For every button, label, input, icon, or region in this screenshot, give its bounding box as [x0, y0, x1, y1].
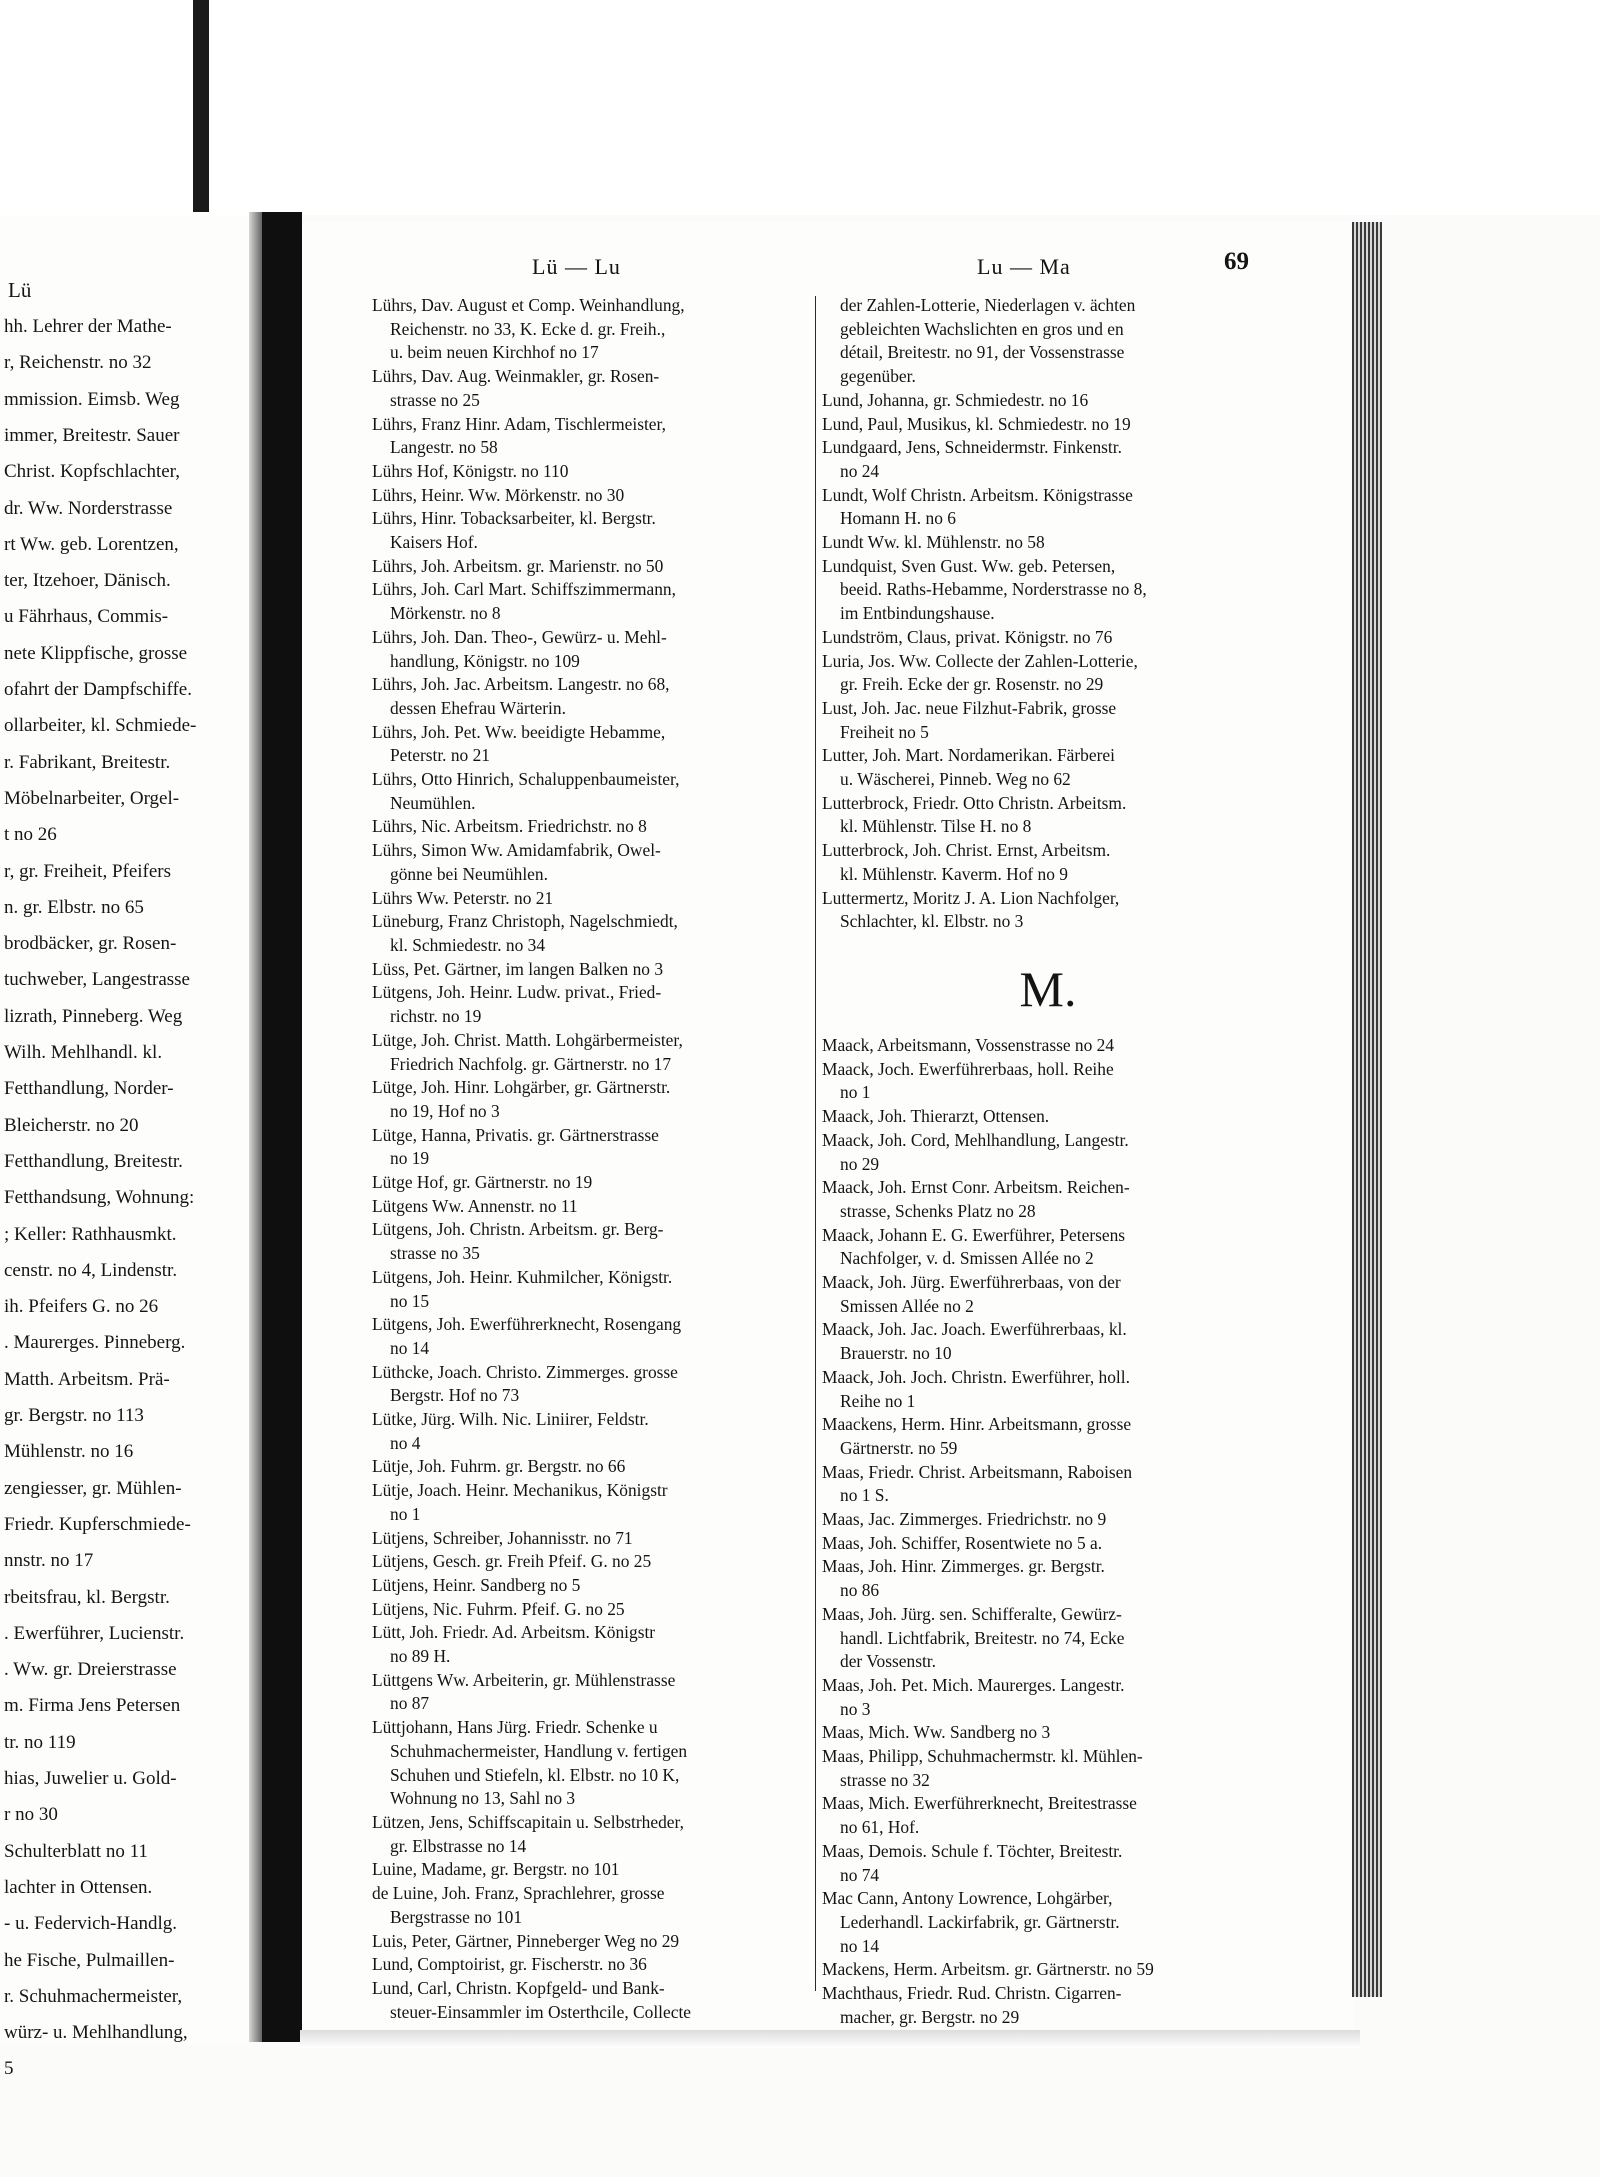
right-column [822, 294, 1274, 2030]
entry-continuation-line: Nachfolger, v. d. Smissen Allée no 2 [840, 1248, 1094, 1269]
left-page-line: lachter in Ottensen. [4, 1876, 153, 1898]
directory-entry [372, 1171, 824, 1195]
left-page-line: ofahrt der Dampfschiffe. [4, 679, 192, 700]
entry-continuation-line: Peterstr. no 21 [390, 745, 490, 766]
left-page-line: nete Klippfische, grosse [4, 642, 188, 664]
entry-continuation-line: Smissen Allée no 2 [840, 1295, 974, 1316]
entry-continuation-line: no 14 [390, 1337, 430, 1358]
entry-continuation-line: Wohnung no 13, Sahl no 3 [390, 1788, 576, 1809]
book-spine [193, 0, 209, 212]
left-page-line: he Fische, Pulmaillen- [4, 1949, 175, 1971]
entry-first-line: Lührs, Joh. Dan. Theo-, Gewürz- u. Mehl- [372, 626, 667, 647]
entry-first-line: Lührs, Heinr. Ww. Mörkenstr. no 30 [372, 484, 625, 505]
directory-entry [822, 1508, 1274, 1532]
entry-continuation-line: gebleichten Wachslichten en gros und en [840, 318, 1124, 339]
directory-entry [822, 1982, 1274, 2029]
left-page-line: würz- u. Mehlhandlung, [4, 2022, 188, 2044]
directory-entry [822, 744, 1274, 791]
directory-entry [822, 436, 1274, 483]
left-page-line: zengiesser, gr. Mühlen- [4, 1477, 182, 1499]
entry-continuation-line: Kaisers Hof. [390, 532, 478, 553]
entry-first-line: der Zahlen-Lotterie, Niederlagen v. ächten [840, 295, 1136, 315]
entry-first-line: Lutterbrock, Friedr. Otto Christn. Arbeitsm. [822, 792, 1127, 813]
entry-continuation-line: no 1 [390, 1503, 421, 1524]
left-page-line: ; Keller: Rathhausmkt. [4, 1223, 177, 1245]
directory-entry [372, 673, 824, 720]
running-header-right: Lu — Ma [977, 254, 1071, 279]
entry-first-line: Lührs, Simon Ww. Amidamfabrik, Owel- [372, 840, 661, 861]
left-page-line: Fetthandsung, Wohnung: [4, 1187, 195, 1209]
directory-entry [822, 1366, 1274, 1413]
entry-continuation-line: no 29 [840, 1153, 880, 1174]
directory-entry [822, 555, 1274, 626]
entry-continuation-line: dessen Ehefrau Wärterin. [390, 697, 566, 718]
page-bottom-edge [300, 2030, 1360, 2048]
entry-continuation-line: der Vossenstr. [840, 1651, 936, 1672]
directory-entry [372, 1408, 824, 1455]
left-page-line: tr. no 119 [4, 1731, 76, 1753]
right-column-lu-entries [822, 294, 1274, 934]
entry-first-line: Lütge, Joh. Christ. Matth. Lohgärbermeister, [372, 1029, 683, 1050]
directory-entry [372, 1527, 824, 1551]
entry-first-line: Maas, Joh. Jürg. sen. Schifferalte, Gewürz- [822, 1603, 1122, 1624]
entry-continuation-line: Langestr. no 58 [390, 437, 498, 458]
entry-continuation-line: Lederhandl. Lackirfabrik, gr. Gärtnerstr. [840, 1912, 1120, 1932]
left-page-line: mmission. Eimsb. Weg [4, 388, 180, 410]
entry-first-line: Lütjens, Gesch. gr. Freih Pfeif. G. no 25 [372, 1551, 652, 1572]
page-number: 69 [1224, 248, 1249, 275]
left-page-line: r, gr. Freiheit, Pfeifers [4, 860, 172, 882]
entry-first-line: Lütke, Jürg. Wilh. Nic. Liniirer, Feldstr. [372, 1409, 649, 1430]
left-page-line: lizrath, Pinneberg. Weg [4, 1005, 183, 1027]
entry-first-line: Lührs Hof, Königstr. no 110 [372, 460, 569, 481]
directory-entry [372, 1574, 824, 1598]
entry-continuation-line: Gärtnerstr. no 59 [840, 1437, 958, 1458]
entry-continuation-line: Friedrich Nachfolg. gr. Gärtnerstr. no 17 [390, 1053, 672, 1074]
directory-entry [822, 1958, 1274, 1982]
entry-first-line: Luis, Peter, Gärtner, Pinneberger Weg no 29 [372, 1930, 680, 1951]
directory-entry [822, 294, 1274, 389]
entry-first-line: Lütgens, Joh. Heinr. Kuhmilcher, Königstr. [372, 1266, 673, 1287]
entry-first-line: Lund, Paul, Musikus, kl. Schmiedestr. no 19 [822, 413, 1131, 434]
directory-entry [372, 1195, 824, 1219]
directory-entry [372, 507, 824, 554]
entry-first-line: Lust, Joh. Jac. neue Filzhut-Fabrik, grosse [822, 697, 1117, 718]
left-page-line: hh. Lehrer der Mathe- [4, 316, 172, 337]
entry-first-line: Lüttjohann, Hans Jürg. Friedr. Schenke u [372, 1717, 658, 1738]
directory-page [302, 222, 1354, 2032]
entry-continuation-line: no 19 [390, 1148, 430, 1169]
directory-entry [372, 1266, 824, 1313]
entry-continuation-line: no 87 [390, 1693, 430, 1714]
entry-first-line: Lührs, Franz Hinr. Adam, Tischlermeister, [372, 413, 666, 434]
entry-continuation-line: steuer-Einsammler im Osterthcile, Collecte [390, 2001, 691, 2022]
entry-first-line: Lührs, Joh. Pet. Ww. beeidigte Hebamme, [372, 721, 666, 742]
directory-entry [372, 887, 824, 911]
left-page-line: . Ewerführer, Lucienstr. [4, 1622, 185, 1644]
directory-entry [372, 1621, 824, 1668]
entry-first-line: Lütje, Joach. Heinr. Mechanikus, Königstr [372, 1480, 668, 1501]
directory-entry [372, 1669, 824, 1716]
directory-entry [372, 1858, 824, 1882]
entry-first-line: Lutterbrock, Joh. Christ. Ernst, Arbeitsm. [822, 840, 1111, 861]
left-page-line: gr. Bergstr. no 113 [4, 1405, 144, 1426]
entry-first-line: Lutter, Joh. Mart. Nordamerikan. Färberei [822, 745, 1115, 766]
entry-first-line: Maack, Joh. Joch. Christn. Ewerführer, holl. [822, 1366, 1130, 1387]
directory-entry [372, 1598, 824, 1622]
entry-first-line: Maack, Joh. Jac. Joach. Ewerführerbaas, kl. [822, 1319, 1127, 1340]
directory-entry [372, 1124, 824, 1171]
right-column-m-entries [822, 1034, 1274, 2030]
entry-continuation-line: no 86 [840, 1580, 880, 1601]
entry-first-line: Lührs, Nic. Arbeitsm. Friedrichstr. no 8 [372, 816, 647, 837]
entry-first-line: Lundt, Wolf Christn. Arbeitsm. Königstrasse [822, 484, 1133, 505]
directory-entry [822, 1674, 1274, 1721]
directory-entry [822, 1224, 1274, 1271]
directory-entry [372, 839, 824, 886]
entry-continuation-line: Brauerstr. no 10 [840, 1343, 952, 1364]
entry-continuation-line: Mörkenstr. no 8 [390, 603, 501, 624]
left-page-line: Matth. Arbeitsm. Prä- [4, 1368, 170, 1390]
directory-entry [822, 1461, 1274, 1508]
directory-entry [822, 1105, 1274, 1129]
directory-entry [822, 697, 1274, 744]
left-page-line: brodbäcker, gr. Rosen- [4, 933, 177, 955]
entry-first-line: Lütgens Ww. Annenstr. no 11 [372, 1195, 578, 1216]
directory-entry [372, 1716, 824, 1811]
entry-continuation-line: strasse no 25 [390, 389, 480, 410]
directory-entry [822, 1176, 1274, 1223]
gutter-shadow [249, 212, 263, 2042]
directory-entry [372, 1029, 824, 1076]
entry-continuation-line: no 15 [390, 1290, 430, 1311]
directory-entry [822, 1840, 1274, 1887]
left-page-line: Fetthandlung, Breitestr. [4, 1150, 183, 1172]
entry-continuation-line: gegenüber. [840, 366, 916, 387]
entry-continuation-line: Reichenstr. no 33, K. Ecke d. gr. Freih., [390, 318, 666, 339]
entry-continuation-line: Schuhmachermeister, Handlung v. fertigen [390, 1740, 688, 1761]
page-edges [1352, 222, 1382, 1997]
left-page-line: m. Firma Jens Petersen [4, 1695, 181, 1717]
directory-entry [822, 484, 1274, 531]
entry-continuation-line: détail, Breitestr. no 91, der Vossenstrasse [840, 342, 1125, 363]
directory-entry [372, 578, 824, 625]
entry-first-line: Lührs, Dav. August et Comp. Weinhandlung, [372, 295, 685, 315]
directory-entry [372, 1455, 824, 1479]
left-page-line: Möbelnarbeiter, Orgel- [4, 787, 180, 809]
directory-entry [822, 1129, 1274, 1176]
directory-entry [822, 1271, 1274, 1318]
left-page-line: hias, Juwelier u. Gold- [4, 1768, 177, 1789]
directory-entry [372, 768, 824, 815]
directory-entry [822, 839, 1274, 886]
entry-first-line: Lütjens, Nic. Fuhrm. Pfeif. G. no 25 [372, 1598, 625, 1619]
directory-entry [372, 1076, 824, 1123]
left-column [372, 294, 824, 2024]
entry-first-line: Mac Cann, Antony Lowrence, Lohgärber, [822, 1888, 1113, 1909]
directory-entry [822, 887, 1274, 934]
entry-first-line: Lütje, Joh. Fuhrm. gr. Bergstr. no 66 [372, 1456, 626, 1477]
entry-first-line: Maack, Joh. Thierarzt, Ottensen. [822, 1106, 1050, 1127]
left-page-line: r no 30 [4, 1804, 58, 1826]
directory-entry [372, 1550, 824, 1574]
directory-entry [822, 1413, 1274, 1460]
entry-first-line: Lundquist, Sven Gust. Ww. geb. Petersen, [822, 555, 1116, 576]
entry-first-line: Lütge, Hanna, Privatis. gr. Gärtnerstrasse [372, 1124, 659, 1145]
directory-entry [372, 1811, 824, 1858]
entry-continuation-line: handl. Lichtfabrik, Breitestr. no 74, Ecke [840, 1627, 1125, 1648]
entry-continuation-line: macher, gr. Bergstr. no 29 [840, 2006, 1020, 2027]
entry-first-line: Maack, Joh. Cord, Mehlhandlung, Langestr. [822, 1129, 1129, 1150]
scan-top-margin [0, 0, 1600, 215]
entry-continuation-line: Schlachter, kl. Elbstr. no 3 [840, 911, 1024, 932]
directory-entry [822, 1058, 1274, 1105]
directory-entry [822, 1034, 1274, 1058]
entry-first-line: Lütgens, Joh. Christn. Arbeitsm. gr. Berg- [372, 1219, 664, 1240]
entry-first-line: Lütgens, Joh. Ewerführerknecht, Rosengang [372, 1314, 682, 1335]
left-page-line: tuchweber, Langestrasse [4, 969, 190, 991]
left-page-line: ollarbeiter, kl. Schmiede- [4, 715, 197, 737]
left-page-line: 5 [4, 2058, 14, 2080]
entry-first-line: Maack, Johann E. G. Ewerführer, Petersens [822, 1224, 1126, 1245]
entry-first-line: Lundt Ww. kl. Mühlenstr. no 58 [822, 532, 1045, 553]
entry-continuation-line: no 24 [840, 460, 880, 481]
directory-entry [372, 1479, 824, 1526]
entry-first-line: Lundström, Claus, privat. Königstr. no 76 [822, 626, 1113, 647]
directory-entry [372, 626, 824, 673]
directory-entry [822, 1721, 1274, 1745]
directory-entry [822, 626, 1274, 650]
directory-entry [372, 1977, 824, 2024]
directory-entry [372, 1313, 824, 1360]
directory-entry [372, 1361, 824, 1408]
entry-continuation-line: u. beim neuen Kirchhof no 17 [390, 342, 599, 363]
directory-entry [372, 981, 824, 1028]
entry-continuation-line: Bergstr. Hof no 73 [390, 1385, 520, 1406]
left-page-line: nnstr. no 17 [4, 1550, 94, 1572]
directory-entry [822, 1745, 1274, 1792]
left-page-line: dr. Ww. Norderstrasse [4, 497, 173, 519]
entry-first-line: Lütjens, Heinr. Sandberg no 5 [372, 1574, 581, 1595]
entry-first-line: Lüss, Pet. Gärtner, im langen Balken no 3 [372, 958, 664, 979]
entry-first-line: Lührs, Joh. Arbeitsm. gr. Marienstr. no 50 [372, 555, 664, 576]
directory-entry [372, 1953, 824, 1977]
entry-first-line: Luria, Jos. Ww. Collecte der Zahlen-Lotterie, [822, 650, 1138, 671]
left-page-line: . Maurerges. Pinneberg. [4, 1332, 186, 1354]
entry-continuation-line: kl. Schmiedestr. no 34 [390, 934, 546, 955]
entry-first-line: Lührs, Otto Hinrich, Schaluppenbaumeister, [372, 769, 680, 790]
entry-first-line: Lüneburg, Franz Christoph, Nagelschmiedt, [372, 911, 678, 932]
entry-first-line: Maack, Arbeitsmann, Vossenstrasse no 24 [822, 1034, 1115, 1055]
entry-first-line: Maas, Philipp, Schuhmachermstr. kl. Mühlen- [822, 1746, 1143, 1767]
left-page-line: rt Ww. geb. Lorentzen, [4, 533, 179, 555]
directory-entry [372, 815, 824, 839]
entry-first-line: Maack, Joch. Ewerführerbaas, holl. Reihe [822, 1058, 1114, 1079]
directory-entry [372, 1930, 824, 1954]
directory-entry [822, 650, 1274, 697]
left-page-line: n. gr. Elbstr. no 65 [4, 896, 144, 918]
left-page-line: Christ. Kopfschlachter, [4, 461, 181, 483]
entry-continuation-line: Schuhen und Stiefeln, kl. Elbstr. no 10 K, [390, 1764, 680, 1785]
directory-entry [372, 958, 824, 982]
entry-first-line: Mackens, Herm. Arbeitsm. gr. Gärtnerstr. no 59 [822, 1959, 1154, 1980]
entry-first-line: Lund, Carl, Christn. Kopfgeld- und Bank- [372, 1977, 665, 1998]
entry-first-line: Maack, Joh. Ernst Conr. Arbeitsm. Reichen- [822, 1177, 1130, 1198]
entry-first-line: Maas, Demois. Schule f. Töchter, Breitestr. [822, 1840, 1123, 1861]
left-page-line: r. Fabrikant, Breitestr. [4, 751, 171, 773]
entry-continuation-line: no 3 [840, 1698, 871, 1719]
left-page-line: Mühlenstr. no 16 [4, 1441, 134, 1463]
entry-first-line: Lührs Ww. Peterstr. no 21 [372, 887, 554, 908]
entry-continuation-line: no 4 [390, 1432, 421, 1453]
entry-continuation-line: strasse, Schenks Platz no 28 [840, 1200, 1036, 1221]
left-page-line: - u. Federvich-Handlg. [4, 1913, 178, 1935]
entry-continuation-line: Freiheit no 5 [840, 721, 929, 742]
column-divider [815, 296, 816, 1991]
entry-first-line: Lührs, Joh. Carl Mart. Schiffszimmermann, [372, 579, 676, 600]
directory-entry [822, 792, 1274, 839]
directory-entry [372, 460, 824, 484]
entry-first-line: Maas, Joh. Schiffer, Rosentwiete no 5 a. [822, 1532, 1103, 1553]
entry-first-line: Maas, Mich. Ww. Sandberg no 3 [822, 1722, 1051, 1743]
entry-continuation-line: kl. Mühlenstr. Kaverm. Hof no 9 [840, 863, 1068, 884]
left-page-line: ter, Itzehoer, Dänisch. [4, 570, 171, 592]
book-gutter [262, 212, 302, 2042]
entry-first-line: Maas, Joh. Pet. Mich. Maurerges. Langestr. [822, 1674, 1125, 1695]
entry-continuation-line: no 89 H. [390, 1646, 451, 1667]
entry-first-line: Lütjens, Schreiber, Johannisstr. no 71 [372, 1527, 633, 1548]
left-page-header: Lü [8, 278, 32, 302]
entry-first-line: Maas, Friedr. Christ. Arbeitsmann, Raboisen [822, 1461, 1133, 1482]
directory-entry [372, 1218, 824, 1265]
entry-first-line: Lüthcke, Joach. Christo. Zimmerges. grosse [372, 1361, 678, 1382]
entry-first-line: Lütgens, Joh. Heinr. Ludw. privat., Fried- [372, 982, 662, 1003]
entry-first-line: Lütge Hof, gr. Gärtnerstr. no 19 [372, 1172, 593, 1193]
entry-continuation-line: Neumühlen. [390, 792, 476, 813]
directory-entry [822, 389, 1274, 413]
directory-entry [372, 1882, 824, 1929]
running-header-left: Lü — Lu [532, 254, 621, 279]
entry-first-line: Maas, Joh. Hinr. Zimmerges. gr. Bergstr. [822, 1556, 1105, 1577]
entry-first-line: Lütge, Joh. Hinr. Lohgärber, gr. Gärtnerstr. [372, 1077, 671, 1098]
left-page-line: u Fährhaus, Commis- [4, 606, 169, 628]
entry-continuation-line: gönne bei Neumühlen. [390, 863, 548, 884]
left-page-line: Schulterblatt no 11 [4, 1840, 148, 1862]
directory-entry [822, 1603, 1274, 1674]
directory-entry [372, 294, 824, 365]
directory-entry [822, 1318, 1274, 1365]
entry-continuation-line: gr. Elbstrasse no 14 [390, 1835, 527, 1856]
left-page-line: r, Reichenstr. no 32 [4, 352, 152, 374]
entry-continuation-line: no 74 [840, 1864, 880, 1885]
directory-entry [372, 484, 824, 508]
directory-entry [372, 555, 824, 579]
entry-continuation-line: no 14 [840, 1935, 880, 1956]
directory-entry [372, 365, 824, 412]
left-page-line: t no 26 [4, 824, 57, 846]
directory-entry [822, 413, 1274, 437]
entry-continuation-line: Reihe no 1 [840, 1390, 916, 1411]
directory-entry [822, 1887, 1274, 1958]
directory-entry [822, 1532, 1274, 1556]
entry-first-line: Lührs, Dav. Aug. Weinmakler, gr. Rosen- [372, 366, 660, 387]
entry-first-line: Maackens, Herm. Hinr. Arbeitsmann, grosse [822, 1414, 1132, 1435]
entry-first-line: Maas, Mich. Ewerführerknecht, Breitestrasse [822, 1793, 1137, 1814]
entry-first-line: Lützen, Jens, Schiffscapitain u. Selbstrheder, [372, 1812, 684, 1832]
entry-continuation-line: im Entbindungshause. [840, 603, 995, 624]
entry-continuation-line: handlung, Königstr. no 109 [390, 650, 580, 671]
entry-first-line: Lührs, Joh. Jac. Arbeitsm. Langestr. no 68, [372, 674, 670, 695]
left-page-line: . Ww. gr. Dreierstrasse [4, 1659, 177, 1681]
entry-first-line: Lührs, Hinr. Tobacksarbeiter, kl. Bergstr. [372, 508, 656, 529]
entry-first-line: Luine, Madame, gr. Bergstr. no 101 [372, 1859, 620, 1880]
left-page-line: rbeitsfrau, kl. Bergstr. [4, 1586, 170, 1608]
directory-entry [372, 910, 824, 957]
left-page-line: Friedr. Kupferschmiede- [4, 1513, 191, 1535]
entry-first-line: Lund, Johanna, gr. Schmiedestr. no 16 [822, 389, 1089, 410]
directory-entry [372, 721, 824, 768]
entry-first-line: Lüttgens Ww. Arbeiterin, gr. Mühlenstrasse [372, 1669, 676, 1690]
entry-first-line: Luttermertz, Moritz J. A. Lion Nachfolger, [822, 887, 1120, 908]
directory-entry [822, 531, 1274, 555]
entry-continuation-line: Homann H. no 6 [840, 508, 956, 529]
entry-continuation-line: u. Wäscherei, Pinneb. Weg no 62 [840, 769, 1071, 790]
entry-first-line: de Luine, Joh. Franz, Sprachlehrer, grosse [372, 1883, 665, 1904]
entry-continuation-line: strasse no 32 [840, 1769, 930, 1790]
left-facing-page [0, 215, 250, 2080]
entry-first-line: Maack, Joh. Jürg. Ewerführerbaas, von der [822, 1272, 1121, 1293]
entry-first-line: Lütt, Joh. Friedr. Ad. Arbeitsm. Königstr [372, 1622, 656, 1643]
entry-continuation-line: strasse no 35 [390, 1243, 480, 1264]
left-page-line: Fetthandlung, Norder- [4, 1078, 174, 1100]
left-page-line: Wilh. Mehlhandl. kl. [4, 1042, 163, 1063]
section-letter-m: M. [1019, 960, 1077, 1017]
entry-continuation-line: Bergstrasse no 101 [390, 1906, 523, 1927]
left-page-line: ih. Pfeifers G. no 26 [4, 1296, 159, 1318]
directory-entry [822, 1792, 1274, 1839]
entry-continuation-line: no 19, Hof no 3 [390, 1100, 500, 1121]
entry-first-line: Lund, Comptoirist, gr. Fischerstr. no 36 [372, 1954, 647, 1975]
entry-continuation-line: kl. Mühlenstr. Tilse H. no 8 [840, 816, 1032, 837]
directory-entry [822, 1555, 1274, 1602]
entry-continuation-line: no 1 [840, 1082, 871, 1103]
entry-first-line: Maas, Jac. Zimmerges. Friedrichstr. no 9 [822, 1509, 1107, 1530]
entry-first-line: Machthaus, Friedr. Rud. Christn. Cigarren- [822, 1983, 1122, 2004]
entry-first-line: Lundgaard, Jens, Schneidermstr. Finkenstr. [822, 437, 1122, 458]
left-page-line: immer, Breitestr. Sauer [4, 424, 180, 446]
entry-continuation-line: no 1 S. [840, 1485, 889, 1506]
directory-entry [372, 413, 824, 460]
left-page-line: r. Schuhmachermeister, [4, 1985, 183, 2007]
left-page-line: Bleicherstr. no 20 [4, 1114, 139, 1136]
entry-continuation-line: richstr. no 19 [390, 1006, 482, 1027]
left-page-line: censtr. no 4, Lindenstr. [4, 1259, 178, 1281]
entry-continuation-line: no 61, Hof. [840, 1817, 920, 1838]
entry-continuation-line: gr. Freih. Ecke der gr. Rosenstr. no 29 [840, 674, 1104, 695]
entry-continuation-line: beeid. Raths-Hebamme, Norderstrasse no 8, [840, 579, 1147, 600]
